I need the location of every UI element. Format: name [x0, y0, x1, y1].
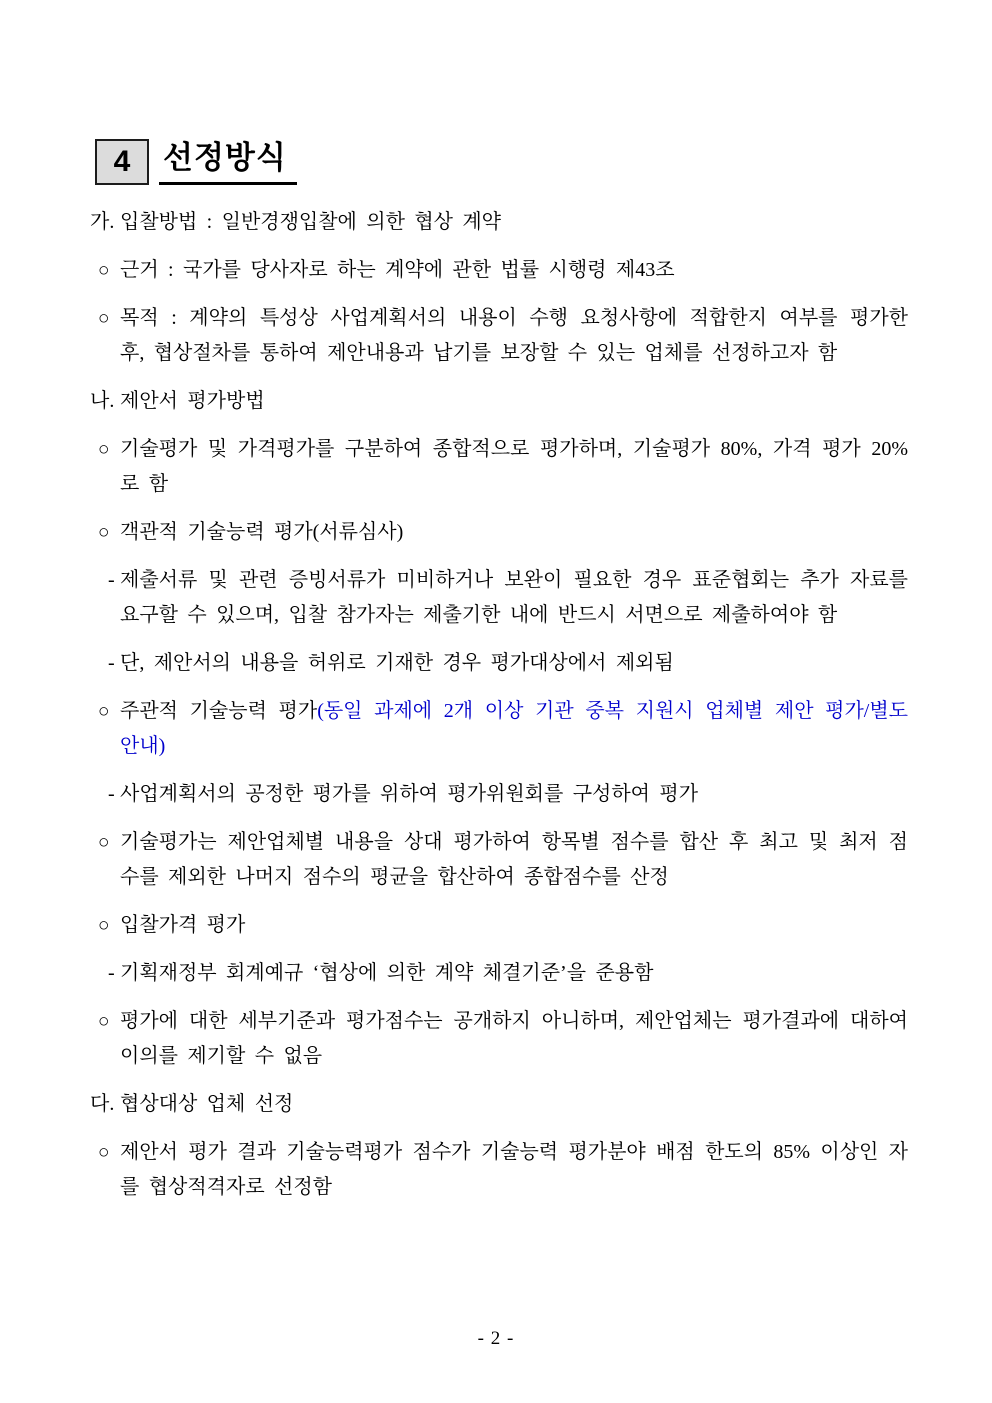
list-item-circle [90, 825, 908, 895]
item-text: 입찰가격 평가 [120, 914, 246, 936]
item-marker: 다. [90, 1093, 115, 1115]
item-text-blue: (동일 과제에 2개 이상 기관 중복 지원시 업체별 제안 평가/별도 안내) [120, 700, 909, 757]
list-item-dash [90, 563, 908, 633]
dash-bullet-icon: - [108, 569, 115, 591]
item-text: 평가에 대한 세부기준과 평가점수는 공개하지 아니하며, 제안업체는 평가결과에 대하여 이의를 제기할 수 없음 [120, 1010, 908, 1067]
list-item-circle [90, 1135, 908, 1205]
item-text: 제안서 평가방법 [120, 390, 265, 412]
list-item-ga [90, 205, 908, 240]
list-item-dash [90, 777, 908, 812]
item-text: 주관적 기술능력 평가 [120, 700, 318, 722]
item-text: 객관적 기술능력 평가(서류심사) [120, 521, 404, 543]
list-item-circle [90, 908, 908, 943]
circle-bullet-icon: ○ [98, 439, 110, 460]
document-body [90, 205, 908, 1218]
list-item-circle [90, 694, 908, 764]
circle-bullet-icon: ○ [98, 1011, 110, 1032]
circle-bullet-icon: ○ [98, 308, 110, 329]
item-text: 기술평가 및 가격평가를 구분하여 종합적으로 평가하며, 기술평가 80%, 가격 평가 20%로 함 [120, 438, 908, 495]
dash-bullet-icon: - [108, 652, 115, 674]
section-heading [95, 132, 297, 185]
list-item-dash [90, 646, 908, 681]
section-title-underline [159, 132, 297, 185]
section-title: 선정방식 [163, 140, 287, 175]
list-item-circle [90, 253, 908, 288]
circle-bullet-icon: ○ [98, 1142, 110, 1163]
item-text: 제출서류 및 관련 증빙서류가 미비하거나 보완이 필요한 경우 표준협회는 추가 자료를 요구할 수 있으며, 입찰 참가자는 제출기한 내에 반드시 서면으로 제출하여야 함 [120, 569, 908, 626]
dash-bullet-icon: - [108, 783, 115, 805]
section-number-box [95, 139, 149, 185]
item-text: 기술평가는 제안업체별 내용을 상대 평가하여 항목별 점수를 합산 후 최고 및 최저 점수를 제외한 나머지 점수의 평균을 합산하여 종합점수를 산정 [120, 831, 908, 888]
circle-bullet-icon: ○ [98, 701, 110, 722]
item-text: 기획재정부 회계예규 ‘협상에 의한 계약 체결기준’을 준용함 [120, 962, 654, 984]
list-item-ga [90, 384, 908, 419]
item-text: 입찰방법 : 일반경쟁입찰에 의한 협상 계약 [120, 211, 501, 233]
list-item-circle [90, 301, 908, 371]
dash-bullet-icon: - [108, 962, 115, 984]
circle-bullet-icon: ○ [98, 915, 110, 936]
list-item-circle [90, 432, 908, 502]
item-text: 사업계획서의 공정한 평가를 위하여 평가위원회를 구성하여 평가 [120, 783, 699, 805]
item-marker: 가. [90, 211, 115, 233]
circle-bullet-icon: ○ [98, 260, 110, 281]
item-marker: 나. [90, 390, 115, 412]
list-item-circle [90, 1004, 908, 1074]
section-number: 4 [113, 145, 131, 178]
page-number: - 2 - [477, 1328, 515, 1349]
circle-bullet-icon: ○ [98, 522, 110, 543]
item-text: 제안서 평가 결과 기술능력평가 점수가 기술능력 평가분야 배점 한도의 85% 이상인 자를 협상적격자로 선정함 [120, 1141, 908, 1198]
circle-bullet-icon: ○ [98, 832, 110, 853]
item-text: 근거 : 국가를 당사자로 하는 계약에 관한 법률 시행령 제43조 [120, 259, 675, 281]
list-item-ga [90, 1087, 908, 1122]
list-item-dash [90, 956, 908, 991]
item-text: 목적 : 계약의 특성상 사업계획서의 내용이 수행 요청사항에 적합한지 여부를 평가한 후, 협상절차를 통하여 제안내용과 납기를 보장할 수 있는 업체를 선정하고자 함 [120, 307, 908, 364]
item-text: 단, 제안서의 내용을 허위로 기재한 경우 평가대상에서 제외됨 [120, 652, 674, 674]
item-text: 협상대상 업체 선정 [120, 1093, 294, 1115]
list-item-circle [90, 515, 908, 550]
